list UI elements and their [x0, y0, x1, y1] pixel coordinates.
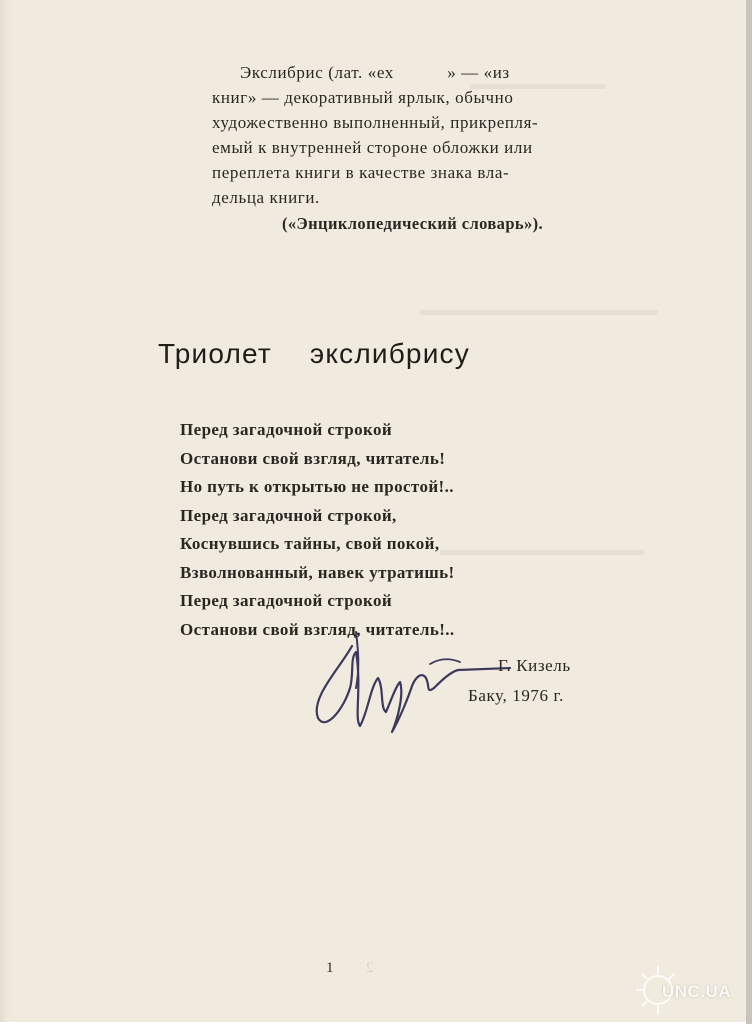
- intro-line: переплета книги в качестве знака вла-: [212, 163, 510, 182]
- poem-line: Перед загадочной строкой: [180, 591, 393, 610]
- poem-line: Останови свой взгляд, читатель!..: [180, 619, 455, 639]
- handwritten-signature: [300, 628, 520, 738]
- show-through-decor: ▬▬▬▬▬▬▬▬: [470, 74, 606, 93]
- intro-source: («Энциклопедический словарь»).: [282, 214, 544, 233]
- show-through-decor: ▬▬▬▬▬▬▬▬▬▬▬▬: [440, 540, 644, 559]
- place-date: Баку, 1976 г.: [468, 686, 564, 705]
- show-through-decor: ▬▬▬▬▬▬▬▬▬▬▬▬▬▬: [420, 300, 658, 319]
- intro-line: емый к внутренней стороне обложки или: [212, 138, 533, 157]
- intro-line: Экслибрис (лат. «ех » — «из: [240, 63, 510, 82]
- watermark-text: UNC.UA: [662, 982, 732, 1001]
- page-left-edge: [0, 0, 10, 1022]
- poem: [180, 420, 455, 648]
- poem-line: Перед загадочной строкой: [180, 420, 393, 439]
- scan-edge: [746, 0, 752, 1024]
- author-name: Г. Кизель: [498, 656, 571, 675]
- poem-line: Взволнованный, навек утратишь!: [180, 562, 455, 582]
- poem-line: Коснувшись тайны, свой покой,: [180, 534, 440, 553]
- intro-line: художественно выполненный, прикрепля-: [212, 113, 539, 132]
- page-number: 1: [326, 960, 334, 976]
- intro-line: книг» — декоративный ярлык, обычно: [212, 88, 514, 107]
- poem-line: Но путь к открытью не простой!..: [180, 477, 454, 496]
- poem-line: Перед загадочной строкой,: [180, 505, 397, 525]
- intro-line: дельца книги.: [212, 188, 320, 207]
- show-through-page-number: 2: [366, 960, 374, 976]
- intro-paragraph: [212, 60, 600, 210]
- poem-title: Триолет экслибрису: [158, 338, 470, 369]
- poem-line: Останови свой взгляд, читатель!: [180, 448, 446, 468]
